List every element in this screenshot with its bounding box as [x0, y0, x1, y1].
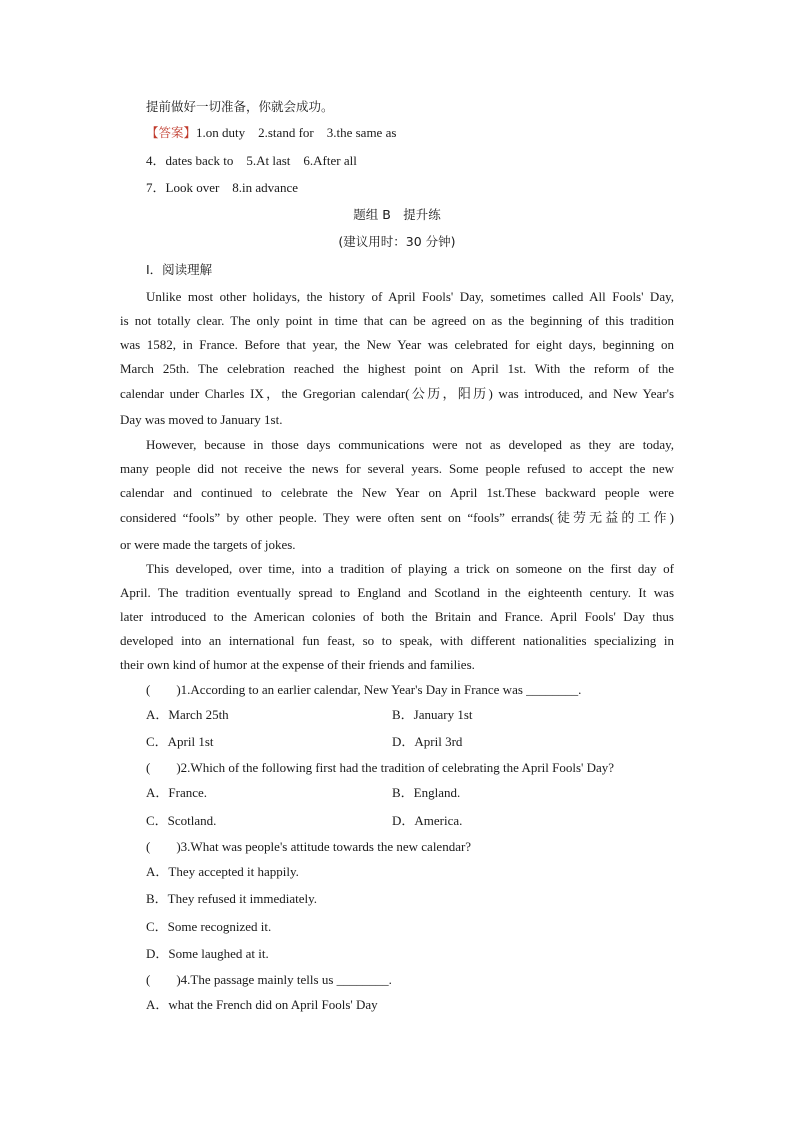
question-stem: )3.What was people's attitude towards the new calendar?	[176, 839, 472, 854]
option-b[interactable]: B．They refused it immediately.	[146, 891, 317, 906]
passage-line: Day was moved to January 1st.	[120, 412, 283, 427]
option-b[interactable]: B．January 1st	[392, 707, 473, 722]
option-d[interactable]: D．America.	[392, 813, 463, 828]
option-a[interactable]: A．what the French did on April Fools' Day	[146, 997, 378, 1012]
passage-line: Unlike most other holidays, the history of April Fools' Day, sometimes called All Fools' Day,	[146, 289, 674, 304]
chinese-sentence: 提前做好一切准备，你就会成功。	[146, 99, 334, 114]
answer-bracket: (	[146, 682, 151, 697]
passage-line: is not totally clear. The only point in time that can be agreed on as the beginning of this tradition	[120, 313, 674, 328]
answer-text-1: 1.on duty 2.stand for 3.the same as	[196, 125, 397, 140]
answer-bracket: (	[146, 972, 151, 987]
question-stem: )1.According to an earlier calendar, New Year's Day in France was ________.	[176, 682, 582, 697]
passage-line: their own kind of humor at the expense of their friends and families.	[120, 657, 475, 672]
passage-line: March 25th. The celebration reached the highest point on April 1st. With the reform of the	[120, 361, 674, 376]
option-d[interactable]: D．Some laughed at it.	[146, 946, 269, 961]
suggested-time: (建议用时：30 分钟)	[338, 234, 456, 249]
answer-line-3: 7．Look over 8.in advance	[146, 180, 298, 195]
part-heading: Ⅰ．阅读理解	[146, 262, 213, 277]
option-c[interactable]: C．Some recognized it.	[146, 919, 272, 934]
question-2	[146, 759, 614, 777]
passage-line: considered “fools” by other people. They were often sent on “fools” errands(徒劳无益的工作)	[120, 510, 674, 525]
option-a[interactable]: A．They accepted it happily.	[146, 864, 299, 879]
answer-line-1	[146, 124, 396, 142]
section-title: 题组 B 提升练	[353, 207, 441, 222]
option-c[interactable]: C．Scotland.	[146, 813, 217, 828]
passage-line: However, because in those days communications were not as developed as they are today,	[146, 437, 674, 452]
question-4	[146, 971, 392, 989]
question-stem: )2.Which of the following first had the tradition of celebrating the April Fools' Day?	[176, 760, 615, 775]
option-b[interactable]: B．England.	[392, 785, 461, 800]
answer-bracket: (	[146, 760, 151, 775]
question-3	[146, 838, 471, 856]
passage-line: or were made the targets of jokes.	[120, 537, 296, 552]
option-a[interactable]: A．March 25th	[146, 707, 229, 722]
answer-label: 【答案】	[146, 125, 197, 140]
option-d[interactable]: D．April 3rd	[392, 734, 463, 749]
answer-bracket: (	[146, 839, 151, 854]
option-a[interactable]: A．France.	[146, 785, 208, 800]
passage-line: calendar and continued to celebrate the New Year on April 1st.These backward people were	[120, 485, 674, 500]
passage-line: April. The tradition eventually spread to England and Scotland in the eighteenth century. It was	[120, 585, 674, 600]
option-c[interactable]: C．April 1st	[146, 734, 214, 749]
passage-line: many people did not receive the news for several years. Some people refused to accept the new	[120, 461, 674, 476]
passage-line: developed into an international fun feast, so to speak, with different nationalities specializing in	[120, 633, 674, 648]
answer-line-2: 4．dates back to 5.At last 6.After all	[146, 153, 357, 168]
passage-line: was 1582, in France. Before that year, the New Year was celebrated for eight days, beginning on	[120, 337, 674, 352]
passage-line: calendar under Charles IX，the Gregorian calendar(公历，阳历) was introduced, and New Year's	[120, 386, 674, 401]
question-1	[146, 681, 581, 699]
passage-line: later introduced to the American colonies of both the Britain and France. April Fools' Day thus	[120, 609, 674, 624]
question-stem: )4.The passage mainly tells us ________.	[176, 972, 392, 987]
passage-line: This developed, over time, into a tradition of playing a trick on someone on the first day of	[146, 561, 674, 576]
